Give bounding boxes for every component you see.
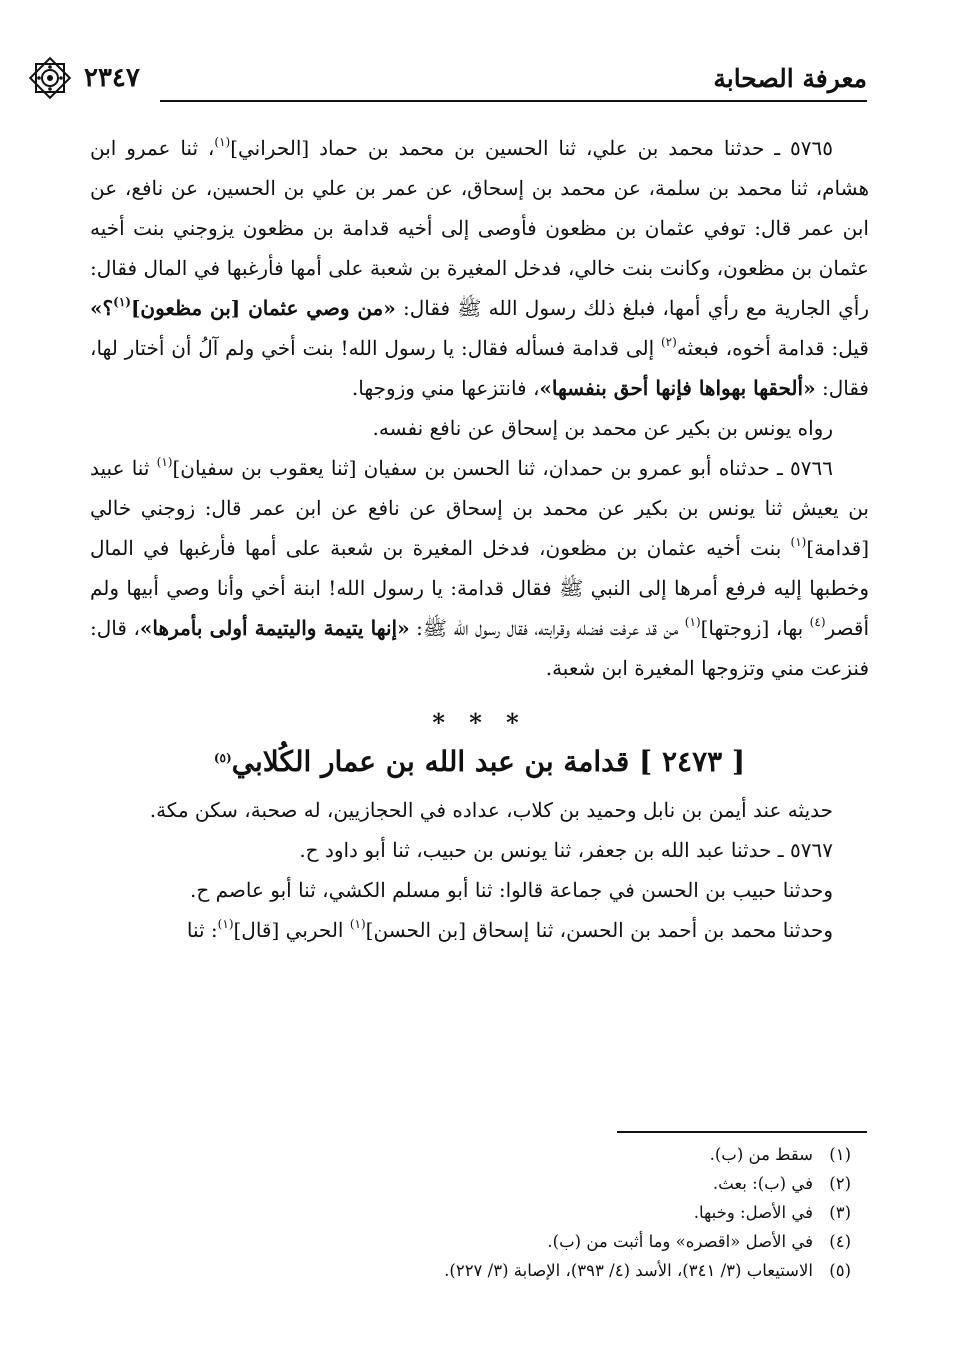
- hadith-5765-text: ، ثنا عمرو ابن هشام، ثنا محمد بن سلمة، عن محمد بن إسحاق، عن عمر بن علي بن الحسين، عن نافع، عن ابن عمر قال: توفي عثمان بن مظعون فأوصى إلى أخيه قدامة بن مظعون يزوجني بنت أخيه عثمان بن مظعون، وكانت بنت خالي، فدخل المغيرة بن شعبة على أمها فأرغبها في المال فقال: رأي الجارية مع رأي أمها، فبلغ ذلك رسول الله ﷺ فقال:: [90, 136, 869, 320]
- footnote-ref[interactable]: (١): [214, 135, 231, 149]
- footnote-item: [100, 1198, 851, 1227]
- hadith-5766-text: بنت أخيه عثمان بن مظعون، فدخل المغيرة بن شعبة على أمها فأرغبها في المال وخطبها إليه فرفع أمرها إلى النبي ﷺ فقال قدامة: يا رسول الله! ابنة أخي وأنا وصي أبيها ولم أقصر: [90, 536, 869, 640]
- isnad-line-last: [90, 910, 869, 950]
- narration-note: رواه يونس بن بكير عن محمد بن إسحاق عن نافع نفسه.: [372, 416, 833, 440]
- hadith-5766: [90, 448, 869, 688]
- footnote-ref[interactable]: (١): [790, 535, 807, 549]
- footnote-marker: (٢): [829, 1174, 851, 1193]
- body-text: [90, 128, 869, 950]
- hadith-5765-text: إلى قدامة فسأله فقال: يا رسول الله! بنت أخي ولم آلُ أن أختار لها، فقال:: [90, 336, 869, 400]
- footnote-text: في الأصل «اقصره» وما أثبت من (ب).: [547, 1232, 813, 1251]
- hadith-5765: [90, 128, 869, 408]
- footnote-text: في الأصل: وخبها.: [693, 1203, 813, 1222]
- section-separator: * * *: [432, 708, 527, 737]
- isnad-line: وحدثنا حبيب بن الحسن في جماعة قالوا: ثنا أبو مسلم الكشي، ثنا أبو عاصم ح.: [189, 878, 833, 902]
- footnote-marker: (١): [829, 1145, 851, 1164]
- footnote-item: [100, 1256, 851, 1285]
- isnad-text: الحربي [قال]: [233, 918, 350, 942]
- page-header: [84, 56, 867, 100]
- page-number: ٢٣٤٧: [84, 63, 140, 93]
- footnotes: [100, 1140, 851, 1285]
- hadith-5766-text: ثنا عبيد بن يعيش ثنا يونس بن بكير عن محمد بن إسحاق عن نافع عن ابن عمر قال: زوجني خالي [قدامة]: [90, 456, 869, 560]
- footnote-item: [100, 1169, 851, 1198]
- footnote-item: [100, 1227, 851, 1256]
- prophet-quote: «ألحقها بهواها فإنها أحق بنفسها»: [539, 376, 816, 400]
- hadith-5765-text: ٥٧٦٥ ـ حدثنا محمد بن علي، ثنا الحسين بن محمد بن حماد [الحراني]: [230, 136, 833, 160]
- footnote-marker: (٤): [829, 1232, 851, 1251]
- footnote-text: سقط من (ب).: [709, 1145, 813, 1164]
- prophet-quote: «من وصي عثمان [بن مظعون]: [130, 296, 396, 320]
- footnote-text: الاستيعاب (٣/ ٣٤١)، الأسد (٤/ ٣٩٣)، الإصابة (٣/ ٢٢٧).: [444, 1261, 813, 1280]
- footnote-ref[interactable]: (٢): [660, 335, 677, 349]
- isnad-text: وحدثنا محمد بن أحمد بن الحسن، ثنا إسحاق [بن الحسن]: [365, 918, 833, 942]
- footnote-ref[interactable]: (١): [684, 615, 701, 629]
- hadith-5766-text: ، قال: فنزعت مني وتزوجها المغيرة ابن شعبة.: [90, 616, 869, 680]
- footnote-marker: (٥): [829, 1261, 851, 1280]
- footnote-ref[interactable]: (١): [349, 917, 366, 931]
- footnote-ref[interactable]: (١): [113, 295, 131, 309]
- section-heading-text: [ ٢٤٧٣ ] قدامة بن عبد الله بن عمار الكُلابي: [231, 745, 746, 778]
- footnote-ref[interactable]: (٥): [213, 751, 232, 765]
- footnote-ref[interactable]: (٤): [809, 615, 826, 629]
- hadith-5766-text: من قد عرفت فضله وقرابته، فقال رسول الله ﷺ:: [409, 616, 685, 640]
- octagram-ornament-icon: [26, 54, 74, 102]
- isnad-text: : ثنا: [186, 918, 218, 942]
- running-title: معرفة الصحابة: [713, 63, 867, 93]
- page-number-block: [84, 54, 140, 102]
- header-rule: [160, 100, 867, 102]
- prophet-quote: ؟»: [90, 296, 114, 320]
- footnote-text: في (ب): بعث.: [712, 1174, 813, 1193]
- footnote-item: [100, 1140, 851, 1169]
- hadith-5766-text: ٥٧٦٦ ـ حدثناه أبو عمرو بن حمدان، ثنا الحسن بن سفيان [ثنا يعقوب بن سفيان]: [172, 456, 833, 480]
- footnote-rule: [617, 1131, 867, 1133]
- hadith-5765-text: قيل: قدامة أخوه، فبعثه: [676, 336, 869, 360]
- section-heading: [90, 740, 869, 784]
- footnote-marker: (٣): [829, 1203, 851, 1222]
- footnote-ref[interactable]: (١): [217, 917, 234, 931]
- hadith-5765-text: ، فانتزعها مني وزوجها.: [351, 376, 540, 400]
- hadith-5767: ٥٧٦٧ ـ حدثنا عبد الله بن جعفر، ثنا يونس بن حبيب، ثنا أبو داود ح.: [299, 838, 833, 862]
- hadith-5766-text: بها، [زوجتها]: [700, 616, 810, 640]
- footnote-ref[interactable]: (١): [156, 455, 173, 469]
- biography-line: حديثه عند أيمن بن نابل وحميد بن كلاب، عداده في الحجازيين، له صحبة، سكن مكة.: [149, 798, 833, 822]
- prophet-quote: «إنها يتيمة واليتيمة أولى بأمرها»: [139, 616, 410, 640]
